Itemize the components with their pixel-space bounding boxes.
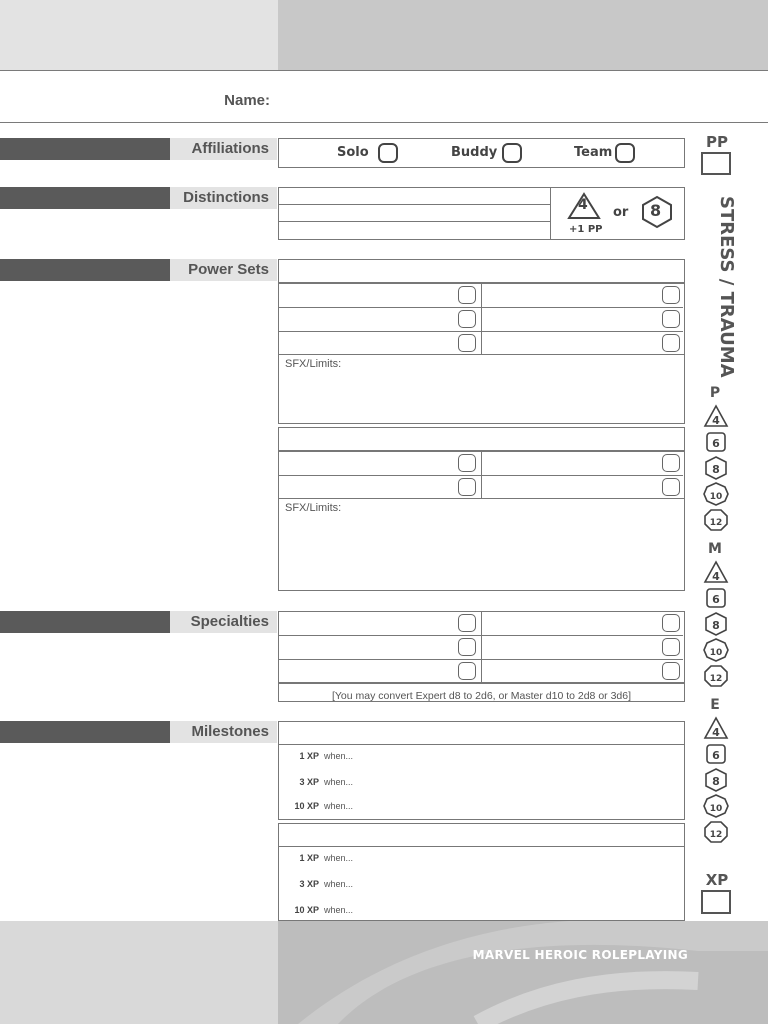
xp-3-label: 3 XP (299, 777, 319, 787)
power-die-field[interactable] (662, 334, 680, 352)
power-set-2-name-field[interactable] (278, 427, 685, 451)
die-value: 10 (709, 804, 723, 814)
specialty-divider (481, 612, 482, 682)
team-label: Team (574, 145, 613, 160)
die-value: 4 (712, 726, 720, 739)
plus-pp-text: +1 PP (569, 224, 603, 235)
sfx-limits-label: SFX/Limits: (285, 358, 342, 370)
distinction-field-3[interactable] (279, 222, 550, 239)
milestones-bar (0, 721, 170, 743)
power-die-field[interactable] (458, 478, 476, 496)
power-die-field[interactable] (662, 478, 680, 496)
d10-die-icon[interactable] (703, 482, 729, 506)
solo-die-field[interactable] (378, 143, 398, 163)
power-sets-label: Power Sets (170, 259, 277, 281)
solo-label: Solo (337, 145, 369, 160)
d6-die-icon[interactable] (703, 430, 729, 454)
pp-label: PP (706, 133, 728, 151)
distinction-field-2[interactable] (279, 205, 550, 222)
distinctions-bar (0, 187, 170, 209)
power-die-field[interactable] (662, 310, 680, 328)
footer-band-right (278, 921, 768, 1024)
specialties-label: Specialties (170, 611, 277, 633)
d8-die-icon[interactable] (703, 768, 729, 792)
power-set-1-name-field[interactable] (278, 259, 685, 283)
die-value: 6 (712, 593, 720, 606)
footer-swoosh-decoration (278, 921, 768, 1024)
or-text: or (613, 205, 629, 220)
d4-die-icon[interactable] (703, 716, 729, 740)
d4-die-icon[interactable] (703, 404, 729, 428)
d8-value: 8 (650, 201, 662, 220)
xp-1-label: 1 XP (299, 853, 319, 863)
power-divider (481, 284, 482, 354)
power-divider (481, 452, 482, 498)
header-divider-bottom (0, 122, 768, 123)
specialty-die-field[interactable] (458, 662, 476, 680)
buddy-label: Buddy (451, 145, 498, 160)
name-label: Name: (224, 92, 270, 109)
when-label: when... (324, 905, 354, 915)
affiliations-label: Affiliations (170, 138, 277, 160)
d12-die-icon[interactable] (703, 664, 729, 688)
d10-die-icon[interactable] (703, 794, 729, 818)
name-field[interactable] (278, 78, 758, 118)
track-label-m: M (708, 541, 722, 557)
power-set-2-grid (278, 451, 685, 499)
milestone-2-box (278, 846, 685, 921)
when-label: when... (324, 777, 354, 787)
sfx-limits-label: SFX/Limits: (285, 502, 342, 514)
distinctions-box (278, 187, 685, 240)
header-divider-top (0, 70, 768, 71)
xp-label: XP (705, 871, 729, 889)
power-die-field[interactable] (458, 454, 476, 472)
d6-die-icon[interactable] (703, 742, 729, 766)
distinction-divider (550, 188, 551, 239)
milestone-2-name-field[interactable] (278, 823, 685, 847)
die-value: 4 (712, 570, 720, 583)
die-value: 10 (709, 648, 723, 658)
die-value: 6 (712, 749, 720, 762)
top-band-left (0, 0, 278, 70)
xp-field[interactable] (701, 890, 731, 914)
affiliations-box (278, 138, 685, 168)
d10-die-icon[interactable] (703, 638, 729, 662)
stress-trauma-title: STRESS / TRAUMA (716, 196, 737, 378)
sfx-limits-box-1[interactable] (278, 354, 685, 424)
xp-3-label: 3 XP (299, 879, 319, 889)
xp-10-label: 10 XP (294, 801, 319, 811)
track-label-e: E (710, 697, 720, 713)
footer-brand: MARVEL HEROIC ROLEPLAYING (472, 948, 688, 962)
die-value: 8 (712, 775, 720, 788)
specialties-note-box (278, 683, 685, 702)
xp-10-label: 10 XP (294, 905, 319, 915)
power-die-field[interactable] (458, 334, 476, 352)
specialty-die-field[interactable] (458, 638, 476, 656)
footer-band-left (0, 921, 278, 1024)
specialties-grid (278, 611, 685, 683)
specialty-die-field[interactable] (662, 614, 680, 632)
die-value: 4 (712, 414, 720, 427)
die-value: 12 (709, 830, 723, 840)
power-die-field[interactable] (662, 286, 680, 304)
top-band-right (278, 0, 768, 70)
d8-die-icon[interactable] (703, 456, 729, 480)
specialties-note: [You may convert Expert d8 to 2d6, or Master d10 to 2d8 or 3d6] (331, 690, 632, 702)
when-label: when... (324, 879, 354, 889)
milestones-label: Milestones (170, 721, 277, 743)
power-die-field[interactable] (458, 310, 476, 328)
distinctions-label: Distinctions (170, 187, 277, 209)
affiliations-bar (0, 138, 170, 160)
milestone-1-name-field[interactable] (278, 721, 685, 745)
d4-die-icon[interactable] (703, 560, 729, 584)
d12-die-icon[interactable] (703, 508, 729, 532)
stress-tracks (700, 385, 732, 855)
power-die-field[interactable] (662, 454, 680, 472)
d6-die-icon[interactable] (703, 586, 729, 610)
d12-die-icon[interactable] (703, 820, 729, 844)
die-value: 12 (709, 518, 723, 528)
xp-1-label: 1 XP (299, 751, 319, 761)
power-sets-bar (0, 259, 170, 281)
track-label-p: P (709, 385, 721, 401)
team-die-field[interactable] (615, 143, 635, 163)
specialty-die-field[interactable] (662, 638, 680, 656)
sfx-limits-box-2[interactable] (278, 498, 685, 591)
when-label: when... (324, 801, 354, 811)
distinction-field-1[interactable] (279, 188, 550, 205)
die-value: 6 (712, 437, 720, 450)
die-value: 8 (712, 463, 720, 476)
die-value: 8 (712, 619, 720, 632)
specialty-die-field[interactable] (458, 614, 476, 632)
power-set-1-grid (278, 283, 685, 355)
specialties-bar (0, 611, 170, 633)
d4-value: 4 (578, 197, 588, 213)
die-value: 12 (709, 674, 723, 684)
pp-field[interactable] (701, 152, 731, 175)
die-value: 10 (709, 492, 723, 502)
power-die-field[interactable] (458, 286, 476, 304)
milestone-1-box (278, 744, 685, 820)
specialty-die-field[interactable] (662, 662, 680, 680)
d8-die-icon[interactable] (703, 612, 729, 636)
when-label: when... (324, 751, 354, 761)
when-label: when... (324, 853, 354, 863)
buddy-die-field[interactable] (502, 143, 522, 163)
